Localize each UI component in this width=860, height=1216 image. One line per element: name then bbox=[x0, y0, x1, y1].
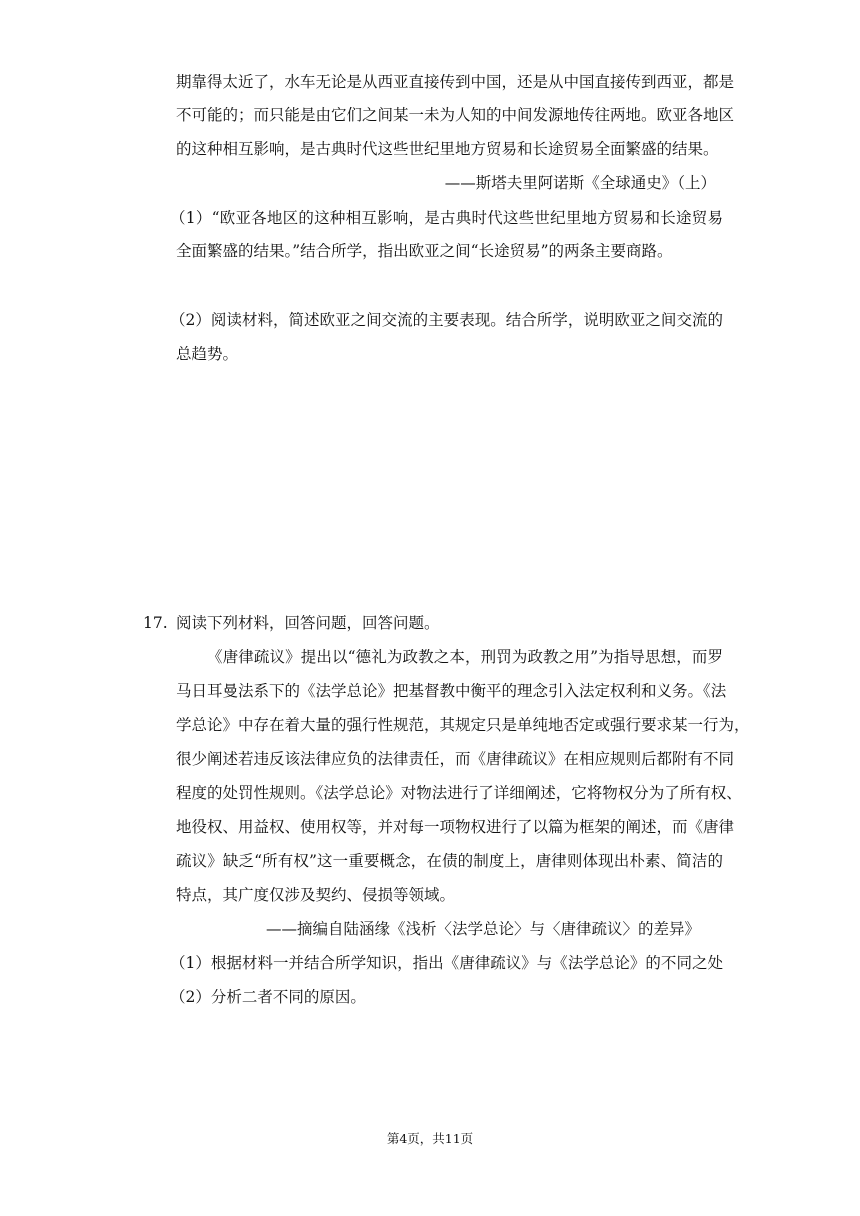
q16-sub2-line: 总趋势。 bbox=[176, 345, 239, 363]
q17-sub2: （2）分析二者不同的原因。 bbox=[170, 988, 366, 1006]
q17-passage-line: 疏议》缺乏“所有权”这一重要概念，在债的制度上，唐律则体现出朴素、简洁的 bbox=[176, 852, 723, 870]
q16-sub1-line: 全面繁盛的结果。”结合所学，指出欧亚之间“长途贸易”的两条主要商路。 bbox=[176, 242, 673, 260]
q17-passage-line: 《唐律疏议》提出以“德礼为政教之本，刑罚为政教之用”为指导思想，而罗 bbox=[207, 648, 723, 666]
passage-line: 的这种相互影响，是古典时代这些世纪里地方贸易和长途贸易全面繁盛的结果。 bbox=[176, 140, 719, 158]
q17-passage-line: 程度的处罚性规则。《法学总论》对物法进行了详细阐述，它将物权分为了所有权、 bbox=[176, 784, 742, 802]
q17-passage-line: 马日耳曼法系下的《法学总论》把基督教中衡平的理念引入法定权利和义务。《法 bbox=[176, 682, 727, 700]
question-number: 17. bbox=[143, 614, 168, 632]
q16-sub1-line: （1）“欧亚各地区的这种相互影响，是古典时代这些世纪里地方贸易和长途贸易 bbox=[170, 209, 723, 227]
q17-source: ——摘编自陆涵缘《浅析〈法学总论〉与〈唐律疏议〉的差异》 bbox=[265, 920, 700, 938]
q16-sub2-line: （2）阅读材料，简述欧亚之间交流的主要表现。结合所学，说明欧亚之间交流的 bbox=[170, 311, 723, 329]
q17-passage-line: 学总论》中存在着大量的强行性规范，其规定只是单纯地否定或强行要求某一行为， bbox=[176, 716, 750, 734]
question-prompt: 阅读下列材料，回答问题，回答问题。 bbox=[176, 614, 440, 632]
passage-source: ——斯塔夫里阿诺斯《全球通史》（上） bbox=[444, 174, 716, 192]
q17-passage-line: 很少阐述若违反该法律应负的法律责任，而《唐律疏议》在相应规则后都附有不同 bbox=[176, 750, 735, 768]
q17-passage-line: 地役权、用益权、使用权等，并对每一项物权进行了以篇为框架的阐述，而《唐律 bbox=[176, 818, 735, 836]
q17-passage-line: 特点，其广度仅涉及契约、侵损等领域。 bbox=[176, 886, 456, 904]
q17-sub1: （1）根据材料一并结合所学知识，指出《唐律疏议》与《法学总论》的不同之处 bbox=[170, 954, 723, 972]
passage-line: 期靠得太近了，水车无论是从西亚直接传到中国，还是从中国直接传到西亚，都是 bbox=[176, 73, 735, 91]
page-footer: 第4页，共11页 bbox=[386, 1131, 474, 1146]
passage-line: 不可能的；而只能是由它们之间某一未为人知的中间发源地传往两地。欧亚各地区 bbox=[176, 106, 735, 124]
